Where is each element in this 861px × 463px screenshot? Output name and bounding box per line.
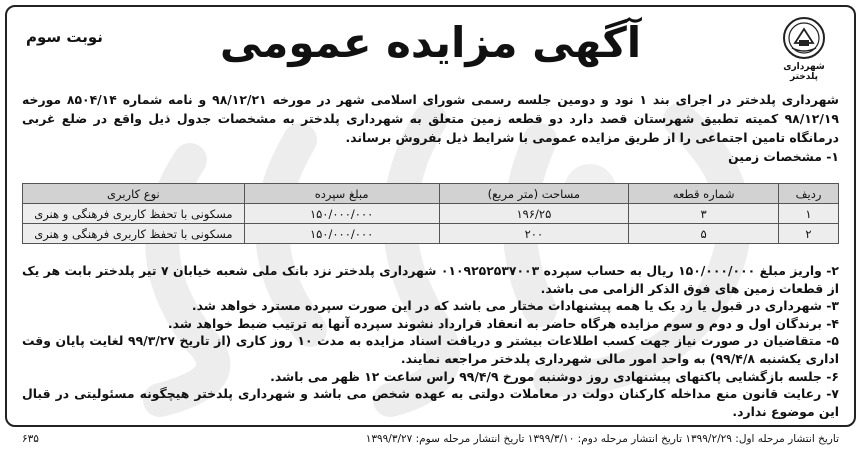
table-cell: ۲: [779, 224, 839, 244]
clause-item: ۳- شهرداری در قبول یا رد یک یا همه پیشنهادات مختار می باشد که در این صورت سپرده مسترد خواهد شد.: [191, 298, 839, 314]
publication-dates: تاریخ انتشار مرحله اول: ۱۳۹۹/۲/۲۹ تاریخ انتشار مرحله دوم: ۱۳۹۹/۳/۱۰ تاریخ انتشار مرحله سوم: ۱۳۹۹/۳/۲۷: [365, 433, 839, 445]
table-cell: مسکونی با تحفظ کاربری فرهنگی و هنری: [23, 224, 245, 244]
table-cell: ۱۵۰/۰۰۰/۰۰۰: [244, 204, 439, 224]
clause-item: ۲- واریز مبلغ ۱۵۰/۰۰۰/۰۰۰ ریال به حساب سپرده ۰۱۰۹۲۵۲۵۳۷۰۰۳ شهرداری پلدختر نزد بانک ملی شعبه خیابان ۷ تیر پلدختر بابت هر یک از قطعات زمین های فوق الذکر الزامی می باشد.: [22, 263, 839, 296]
clause-item: ۷- رعایت قانون منع مداخله کارکنان دولت در معاملات دولتی به عهده شخص می باشد و شهرداری پلدختر هیچگونه مسئولیتی در قبال این موضوع ندارد.: [22, 386, 839, 419]
table-cell: ۵: [629, 224, 779, 244]
column-header: شماره قطعه: [629, 184, 779, 204]
table-cell: مسکونی با تحفظ کاربری فرهنگی و هنری: [23, 204, 245, 224]
clauses-list: [22, 262, 839, 420]
table-cell: ۱: [779, 204, 839, 224]
clause-item: ۵- متقاضیان در صورت نیاز جهت کسب اطلاعات بیشتر و دریافت اسناد مزایده به مدت ۱۰ روز کاری (از تاریخ ۹۹/۳/۲۷ لغایت پایان وقت اداری یکشنبه ۹۹/۴/۸) به واحد امور مالی شهرداری پلدختر مراجعه نمایند.: [22, 333, 839, 366]
column-header: مبلغ سپرده: [244, 184, 439, 204]
table-cell: ۲۰۰: [439, 224, 629, 244]
table-cell: ۳: [629, 204, 779, 224]
logo-label: شهرداری پلدختر: [783, 62, 825, 82]
land-lots-table: [22, 183, 839, 244]
ad-footer: [14, 431, 847, 451]
table-row: [23, 224, 839, 244]
publication-round: نوبت سوم: [26, 28, 103, 46]
table-header-row: [23, 184, 839, 204]
ad-header: [12, 12, 849, 90]
intro-paragraph: [22, 90, 839, 166]
clause-item: ۴- برندگان اول و دوم و سوم مزایده هرگاه حاضر به انعقاد قرارداد نشوند سپرده آنها به ترتیب ضبط خواهد شد.: [167, 315, 839, 331]
clause-item: ۶- جلسه بازگشایی پاکتهای پیشنهادی روز دوشنبه مورخ ۹۹/۴/۹ راس ساعت ۱۲ ظهر می باشد.: [270, 368, 839, 384]
municipality-emblem-icon: [782, 16, 826, 60]
ad-title: آگهی مزایده عمومی: [219, 18, 642, 67]
table-row: [23, 204, 839, 224]
municipality-logo: [769, 16, 839, 82]
ad-code: ۶۳۵: [22, 433, 39, 445]
table-cell: ۱۵۰/۰۰۰/۰۰۰: [244, 224, 439, 244]
column-header: مساحت (متر مربع): [439, 184, 629, 204]
column-header: نوع کاربری: [23, 184, 245, 204]
intro-text: شهرداری پلدختر در اجرای بند ۱ نود و دومین جلسه رسمی شورای اسلامی شهر در مورخه ۹۸/۱۲/۲۱ و نامه شماره ۸۵۰۴/۱۴ مورخه ۹۸/۱۲/۱۹ کمیته تطبیق شهرستان قصد دارد دو قطعه زمین متعلق به شهرداری پلدختر به مشخصات جدول ذیل واقع در ضلع غربی درمانگاه تامین اجتماعی را از طریق مزایده عمومی با شرایط ذیل بفروش برساند.: [22, 92, 839, 145]
table-cell: ۱۹۶/۲۵: [439, 204, 629, 224]
section-title: ۱- مشخصات زمین: [728, 149, 839, 164]
column-header: ردیف: [779, 184, 839, 204]
